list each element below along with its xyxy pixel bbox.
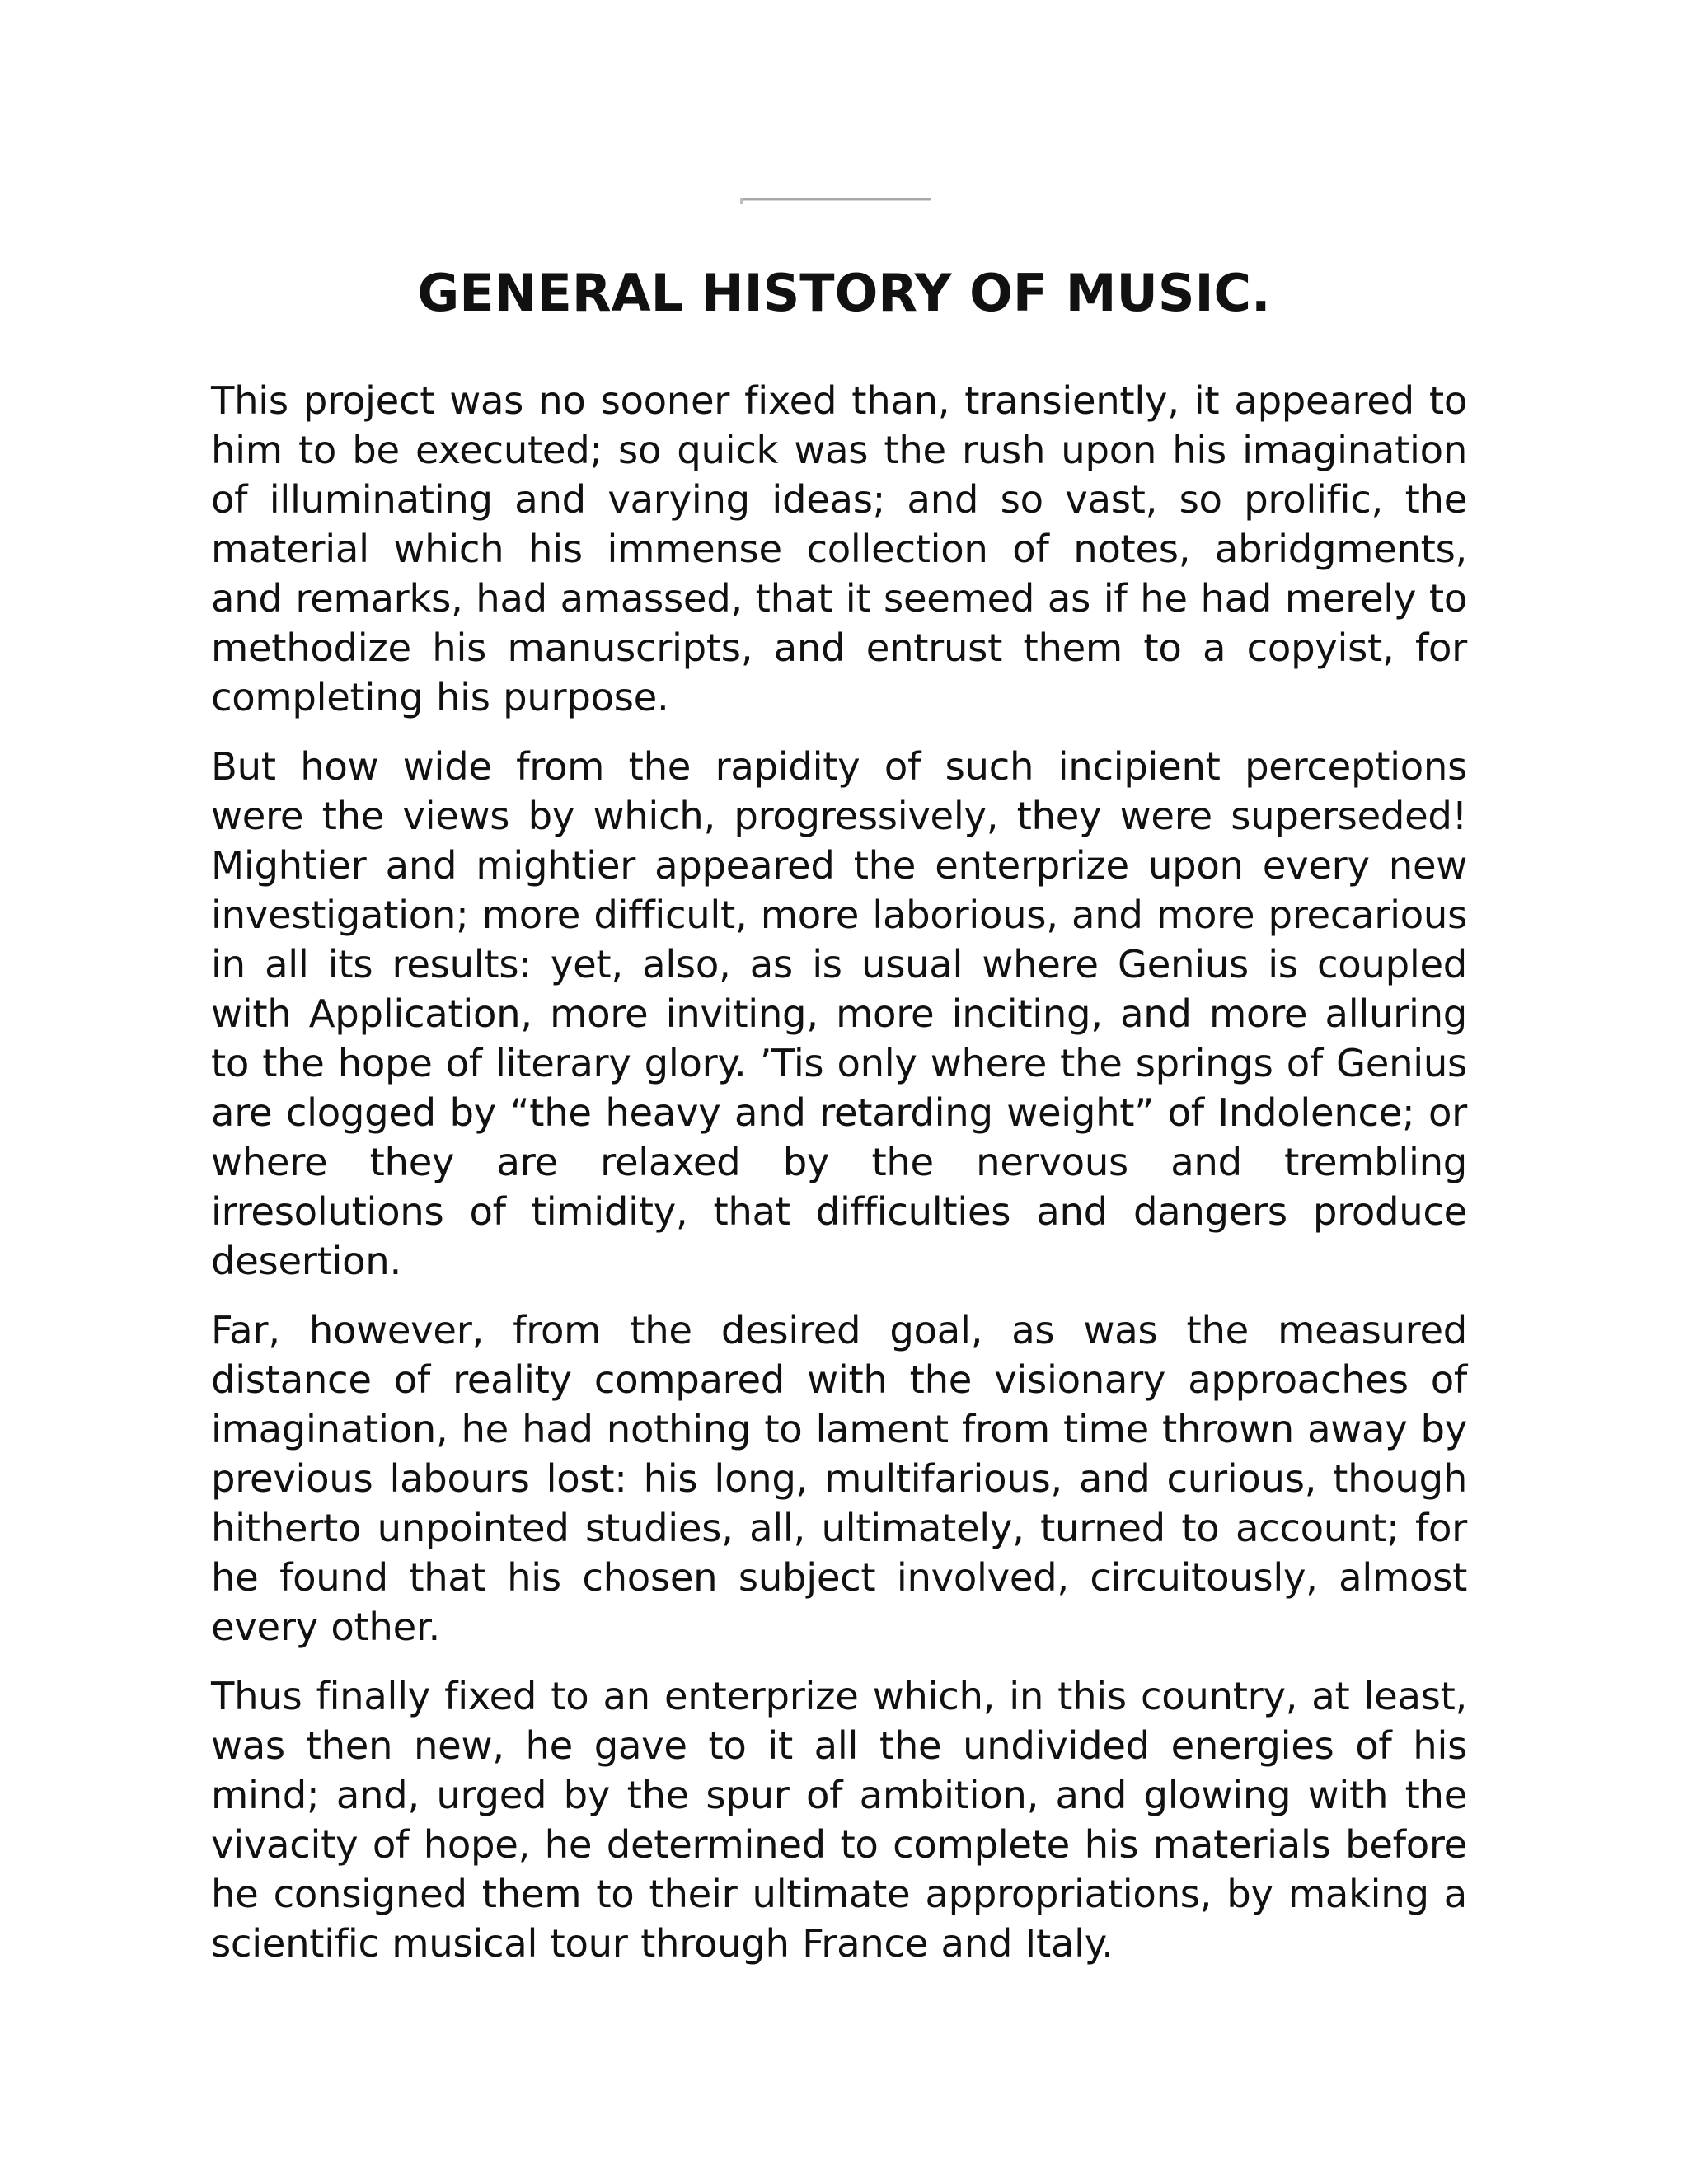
document-body: [211, 376, 1467, 1988]
paragraph-3: Far, however, from the desired goal, as was the measured distance of reality compared with the visionary approaches of imagination, he had nothing to lament from time thrown away by previous labours lost: his long, multifarious, and curious, though hitherto unpointed studies, all, ultimately, turned to account; for he found that his chosen subject involved, circuitously, almost every other.: [211, 1308, 1467, 1649]
paragraph-4: Thus finally fixed to an enterprize which, in this country, at least, was then new, he gave to it all the undivided energies of his mind; and, urged by the spur of ambition, and glowing with the vivacity of hope, he determined to complete his materials before he consigned them to their ultimate appropriations, by making a scientific musical tour through France and Italy.: [211, 1674, 1467, 1966]
page-title: GENERAL HISTORY OF MUSIC.: [417, 263, 1271, 323]
header-rule: [740, 198, 931, 201]
paragraph-1: This project was no sooner fixed than, transiently, it appeared to him to be executed; so quick was the rush upon his imagination of illuminating and varying ideas; and so vast, so prolific, the material which his immense collection of notes, abridgments, and remarks, had amassed, that it seemed as if he had merely to methodize his manuscripts, and entrust them to a copyist, for completing his purpose.: [211, 378, 1467, 719]
paragraph-2: But how wide from the rapidity of such incipient perceptions were the views by which, progressively, they were superseded! Mightier and mightier appeared the enterprize upon every new investigation; more difficult, more laborious, and more precarious in all its results: yet, also, as is usual where Genius is coupled with Application, more inviting, more inciting, and more alluring to the hope of literary glory. ’Tis only where the springs of Genius are clogged by “the heavy and retarding weight” of Indolence; or where they are relaxed by the nervous and trembling irresolutions of timidity, that difficulties and dangers produce desertion.: [211, 744, 1467, 1283]
